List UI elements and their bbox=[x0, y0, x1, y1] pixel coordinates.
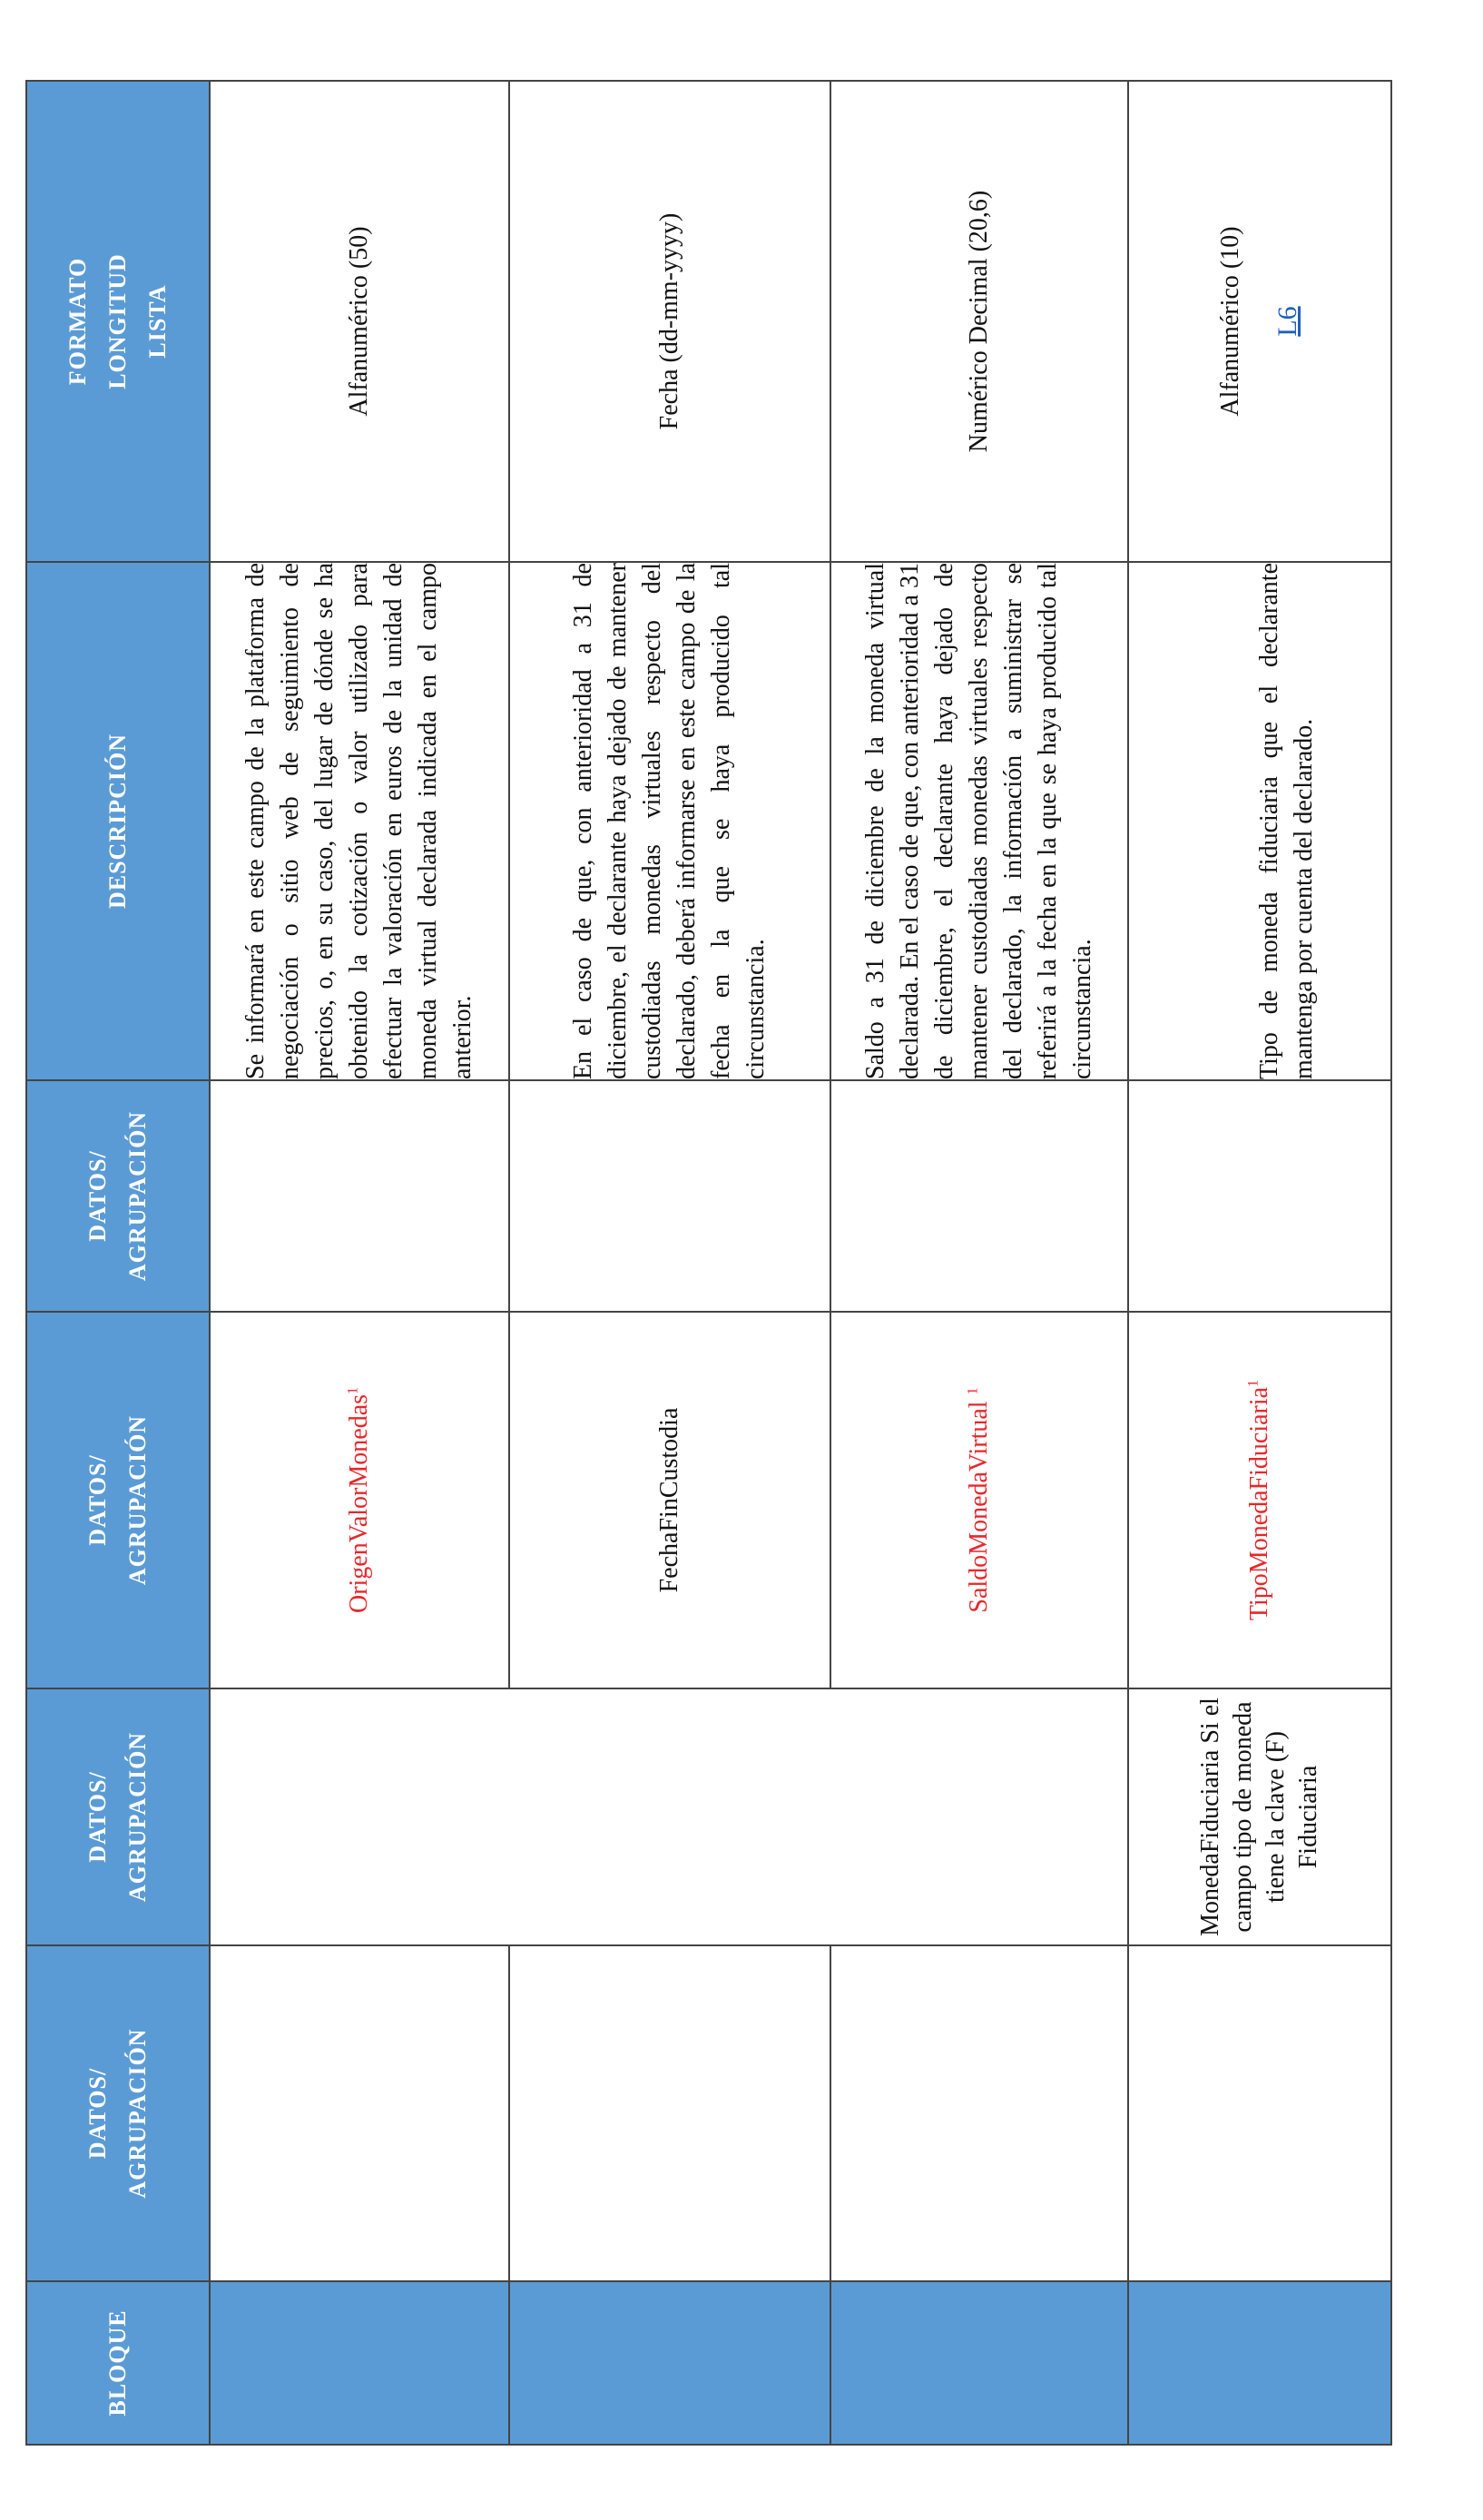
datos-cell bbox=[210, 1945, 509, 2281]
field-name: SaldoMonedaVirtual $^1$ bbox=[830, 1312, 1128, 1688]
datos-cell bbox=[210, 1080, 509, 1312]
header-datos-2: DATOS/ AGRUPACIÓN bbox=[26, 1688, 210, 1945]
field-format: Fecha (dd-mm-yyyy) bbox=[509, 81, 830, 562]
bloque-cell bbox=[210, 2281, 509, 2445]
bloque-cell bbox=[1128, 2281, 1391, 2445]
table-row bbox=[509, 81, 830, 2445]
datos-cell bbox=[830, 1945, 1128, 2281]
datos-cell bbox=[210, 1688, 509, 1945]
header-bloque: BLOQUE bbox=[26, 2281, 210, 2445]
header-descripcion: DESCRIPCIÓN bbox=[26, 562, 210, 1080]
datos-cell bbox=[509, 1945, 830, 2281]
bloque-cell bbox=[830, 2281, 1128, 2445]
table-row bbox=[830, 81, 1128, 2445]
header-datos-3: DATOS/ AGRUPACIÓN bbox=[26, 1312, 210, 1688]
l6-link[interactable]: L6 bbox=[1272, 306, 1302, 337]
datos-cell bbox=[1128, 1945, 1391, 2281]
header-row bbox=[26, 81, 210, 2445]
field-description: Se informará en este campo de la plataforma de negociación o sitio web de seguimiento de precios, o, en su caso, del lugar de dónde se ha obtenido la cotización o valor utilizado para efectuar la valoración en euros de la unidad de moneda virtual declarada indicada en el campo anterior. bbox=[210, 562, 509, 1080]
field-name: OrigenValorMonedas$^1$ bbox=[210, 1312, 509, 1688]
rotated-page bbox=[25, 82, 1458, 2446]
moneda-fiduciaria-group: MonedaFiduciaria Si el campo tipo de moneda tiene la clave (F) Fiduciaria bbox=[1128, 1688, 1391, 1945]
field-description: Saldo a 31 de diciembre de la moneda virtual declarada. En el caso de que, con anterioridad a 31 de diciembre, el declarante haya dejado de mantener custodiadas monedas virtuales respecto del declarado, la información a suministrar se referirá a la fecha en la que se haya producido tal circunstancia. bbox=[830, 562, 1128, 1080]
bloque-cell bbox=[509, 2281, 830, 2445]
datos-cell bbox=[509, 1080, 830, 1312]
field-format bbox=[1128, 81, 1391, 562]
header-datos-1: DATOS/ AGRUPACIÓN bbox=[26, 1945, 210, 2281]
field-format-text: Alfanumérico (10) bbox=[1216, 226, 1244, 417]
field-description: Tipo de moneda fiduciaria que el declarante mantenga por cuenta del declarado. bbox=[1128, 562, 1391, 1080]
field-name: FechaFinCustodia bbox=[509, 1312, 830, 1688]
field-format: Alfanumérico (50) bbox=[210, 81, 509, 562]
header-datos-4: DATOS/ AGRUPACIÓN bbox=[26, 1080, 210, 1312]
field-name: TipoMonedaFiduciaria$^1$ bbox=[1128, 1312, 1391, 1688]
field-format: Numérico Decimal (20,6) bbox=[830, 81, 1128, 562]
fields-table bbox=[25, 80, 1392, 2446]
datos-cell bbox=[509, 1688, 830, 1945]
table-row bbox=[210, 81, 509, 2445]
datos-cell bbox=[830, 1080, 1128, 1312]
datos-cell bbox=[1128, 1080, 1391, 1312]
datos-cell bbox=[830, 1688, 1128, 1945]
header-formato: FORMATO LONGITUD LISTA bbox=[26, 81, 210, 562]
table-row bbox=[1128, 81, 1391, 2445]
field-description: En el caso de que, con anterioridad a 31 de diciembre, el declarante haya dejado de mantener custodiadas monedas virtuales respecto del declarado, deberá informarse en este campo de la fecha en la que se haya producido tal circunstancia. bbox=[509, 562, 830, 1080]
